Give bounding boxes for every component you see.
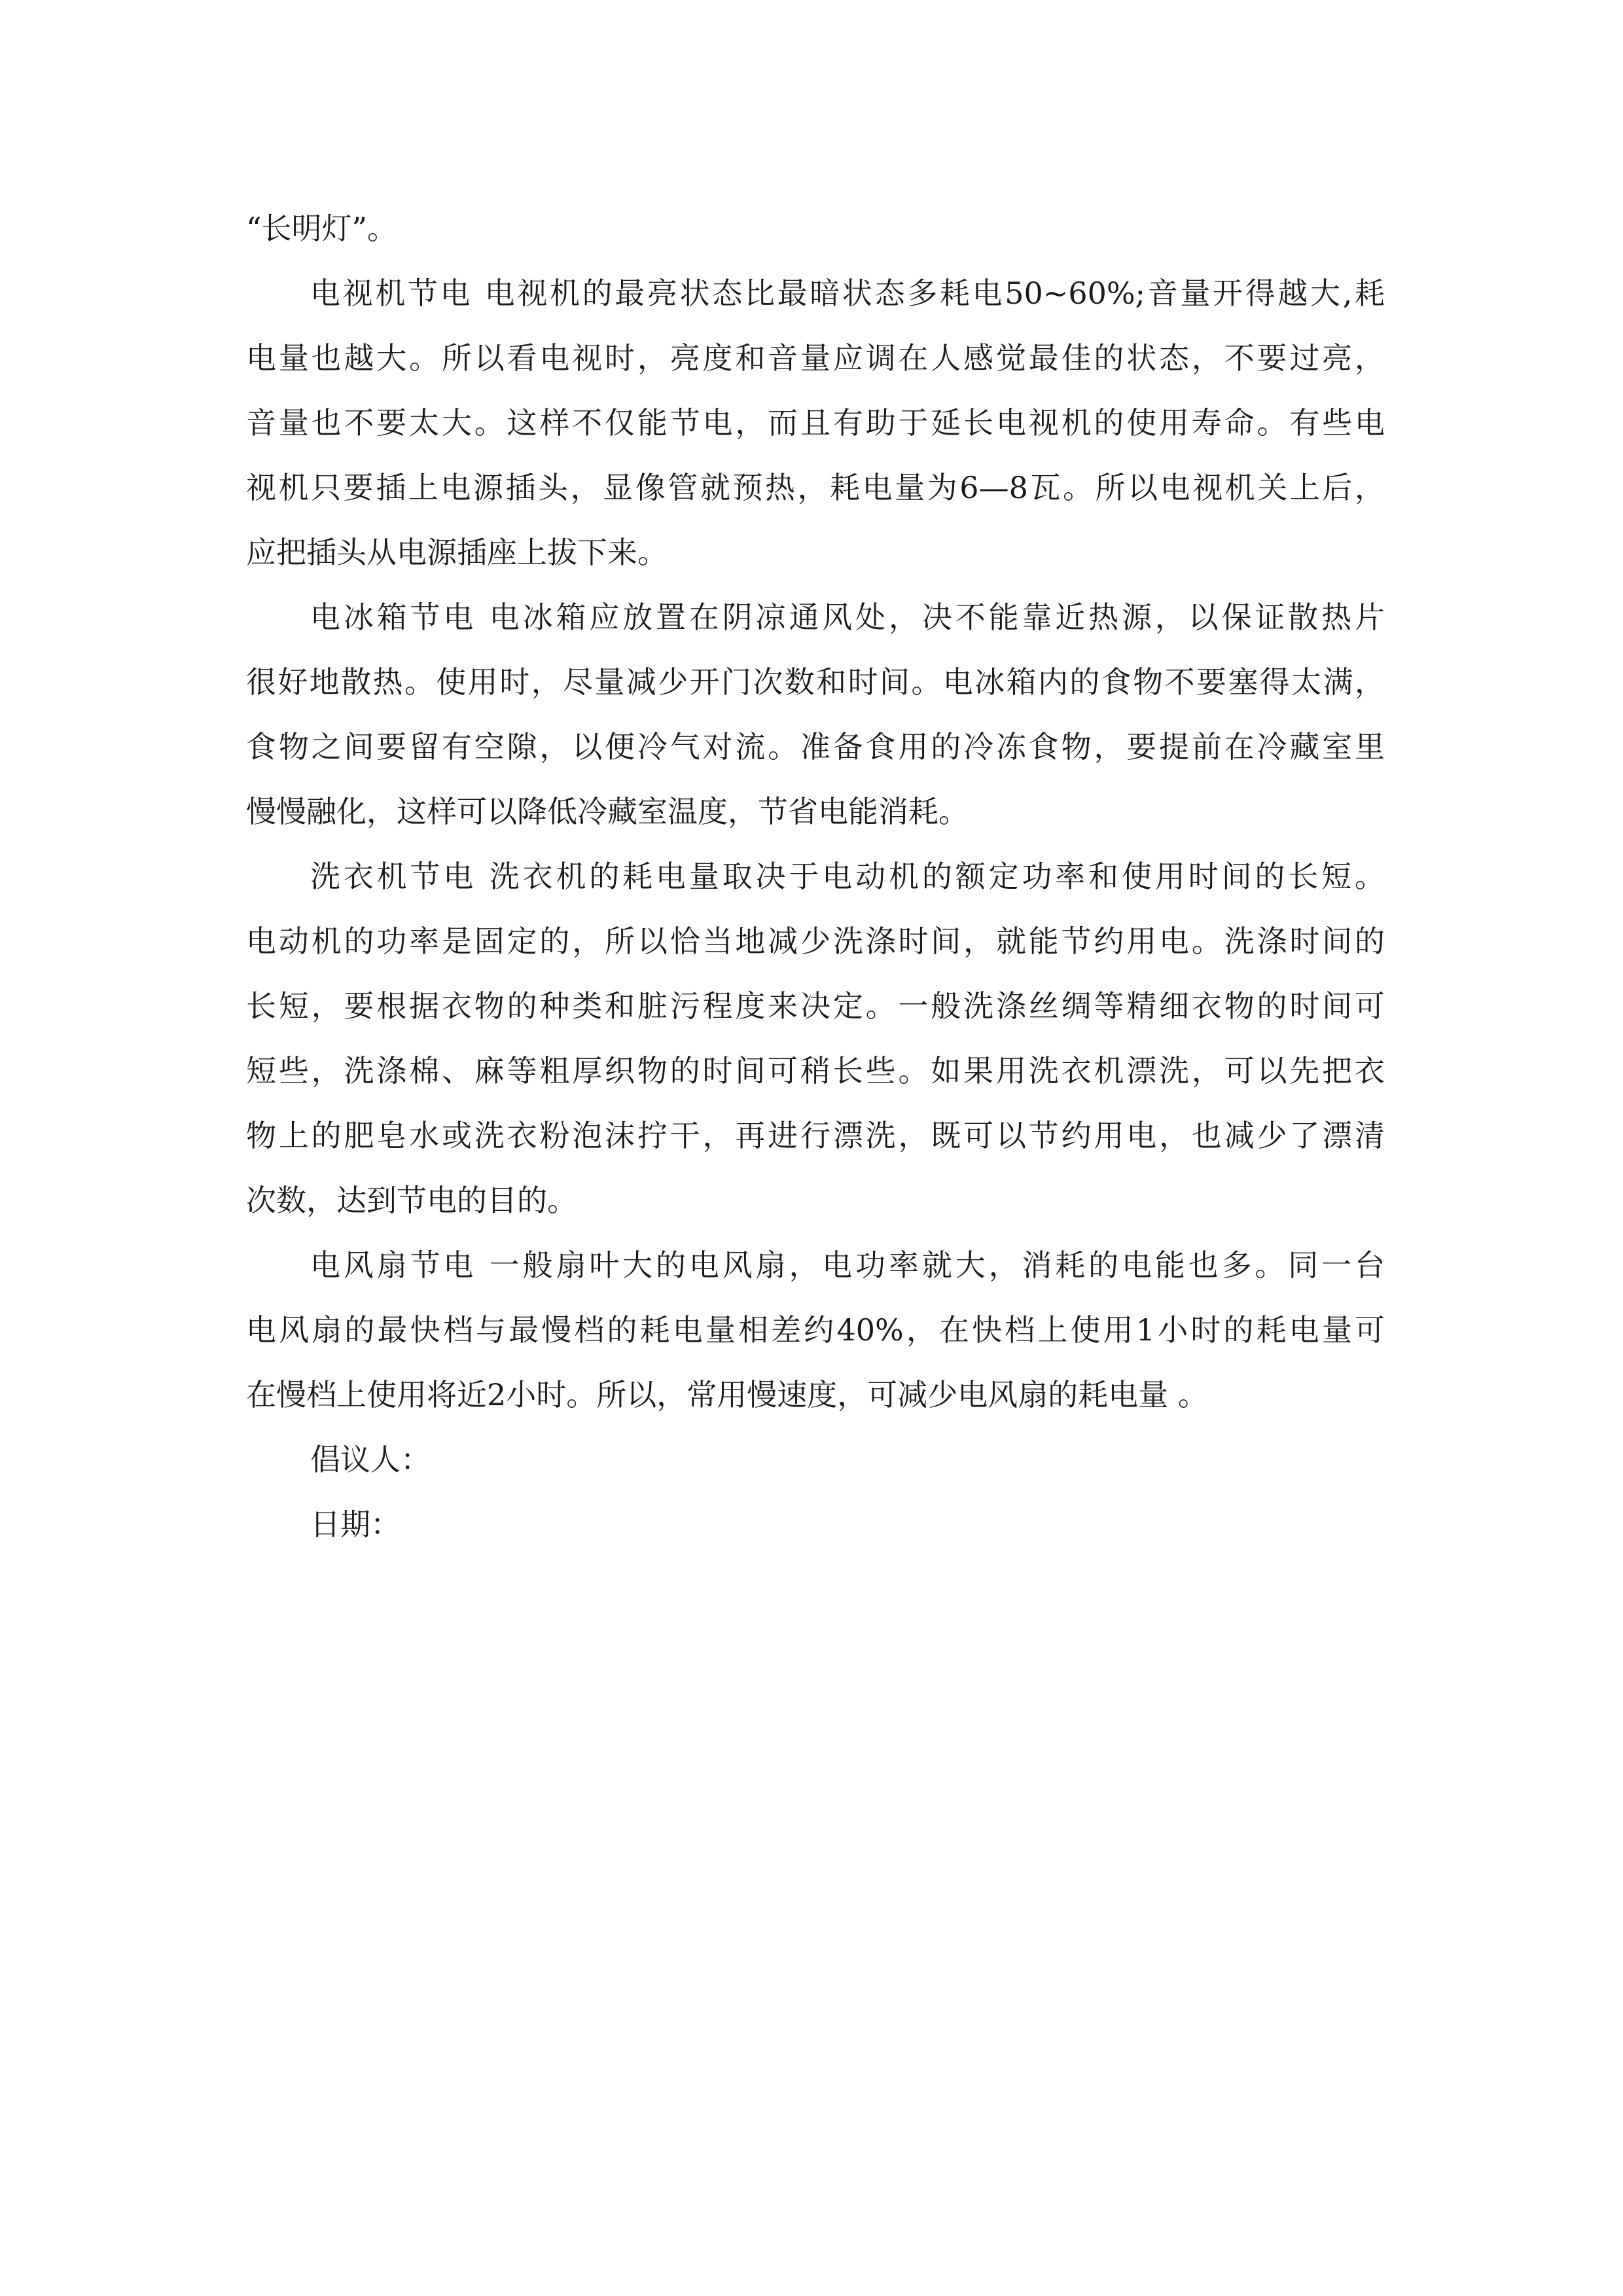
paragraph-fridge-heading-line: 电冰箱节电 电冰箱应放置在阴凉通风处，决不能靠近热源，以保证散热片 <box>310 600 1385 635</box>
text-line: 电风扇的最快档与最慢档的耗电量相差约40%，在快档上使用1小时的耗电量可 <box>246 1312 1385 1348</box>
paragraph-washer-heading-line: 洗衣机节电 洗衣机的耗电量取决于电动机的额定功率和使用时间的长短。 <box>310 859 1385 894</box>
proposer-label: 倡议人： <box>310 1442 431 1477</box>
paragraph-tv-heading-line: 电视机节电 电视机的最亮状态比最暗状态多耗电50~60%;音量开得越大,耗 <box>310 276 1385 311</box>
text-line: 物上的肥皂水或洗衣粉泡沫拧干，再进行漂洗，既可以节约用电，也减少了漂清 <box>246 1118 1385 1153</box>
text-line: 在慢档上使用将近2小时。所以，常用慢速度，可减少电风扇的耗电量 。 <box>246 1377 1208 1412</box>
date-label: 日期： <box>310 1507 401 1542</box>
text-line: 慢慢融化，这样可以降低冷藏室温度，节省电能消耗。 <box>246 794 969 829</box>
text-line: 长短，要根据衣物的种类和脏污程度来决定。一般洗涤丝绸等精细衣物的时间可 <box>246 988 1385 1024</box>
text-line: 次数，达到节电的目的。 <box>246 1183 577 1218</box>
text-line: 电量也越大。所以看电视时，亮度和音量应调在人感觉最佳的状态，不要过亮， <box>246 340 1385 376</box>
text-line: 食物之间要留有空隙，以便冷气对流。准备食用的冷冻食物，要提前在冷藏室里 <box>246 729 1385 764</box>
text-line: 电动机的功率是固定的，所以恰当地减少洗涤时间，就能节约用电。洗涤时间的 <box>246 924 1385 959</box>
text-line: 很好地散热。使用时，尽量减少开门次数和时间。电冰箱内的食物不要塞得太满， <box>246 664 1385 700</box>
text-line: 应把插头从电源插座上拔下来。 <box>246 535 668 570</box>
text-line: “长明灯”。 <box>246 211 398 246</box>
document-body <box>246 196 1385 1557</box>
text-line: 音量也不要太大。这样不仅能节电，而且有助于延长电视机的使用寿命。有些电 <box>246 405 1385 440</box>
text-line: 短些，洗涤棉、麻等粗厚织物的时间可稍长些。如果用洗衣机漂洗，可以先把衣 <box>246 1053 1385 1088</box>
paragraph-fan-heading-line: 电风扇节电 一般扇叶大的电风扇，电功率就大，消耗的电能也多。同一台 <box>310 1247 1385 1283</box>
text-line: 视机只要插上电源插头，显像管就预热，耗电量为6—8瓦。所以电视机关上后， <box>246 470 1385 505</box>
